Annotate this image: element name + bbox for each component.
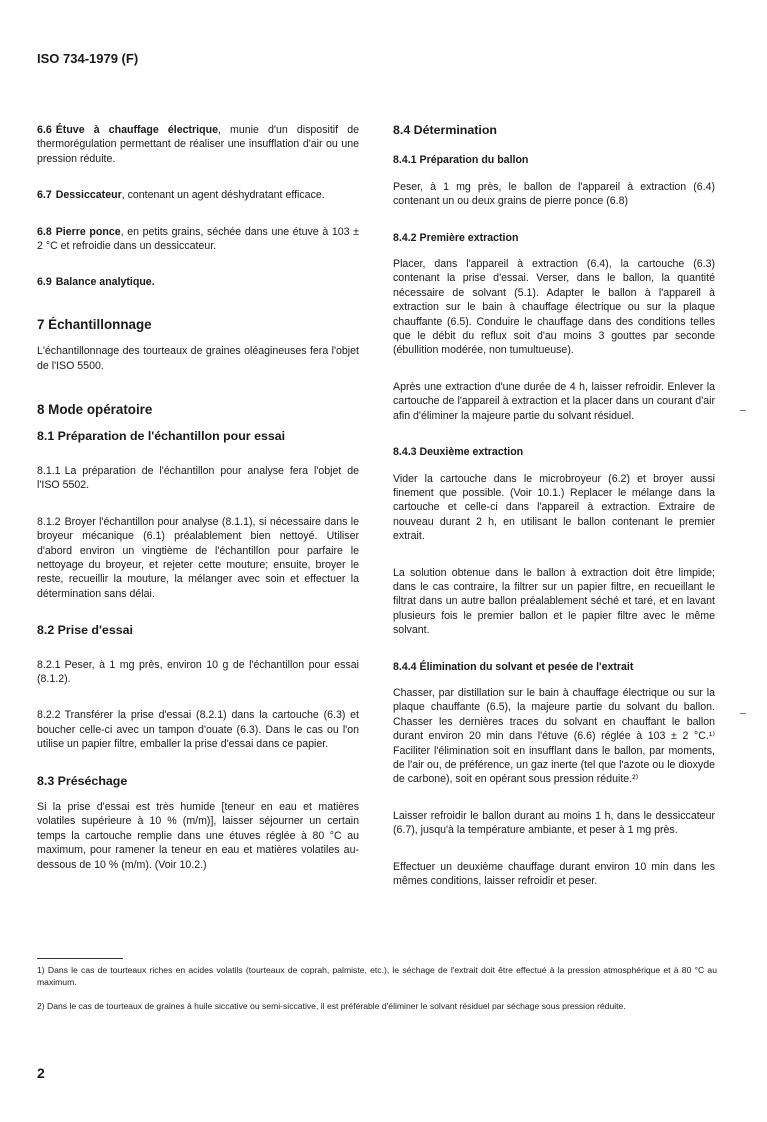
section-8-3-heading: 8.3 Préséchage <box>37 773 128 788</box>
clause-text: , contenant un agent déshydratant efficace. <box>121 189 325 202</box>
section-8-4-2-para-1: Placer, dans l'appareil à extraction (6.4), la cartouche (6.3) contenant la prise d'essai. Verser, dans le ballon, la quantité nécessaire de solvant (5.1). Adapter le ballon à l'appareil à extraction sur le bain à chauffage électrique ou sur la plaque chauffante (6.5). Conduire le chauffage dans des conditions telles que le débit du reflux soit d'au moins 3 gouttes par seconde (ébullition modérée, non tumultueuse). <box>393 258 715 357</box>
clause-6-9 <box>37 275 359 289</box>
clause-6-6 <box>37 123 359 166</box>
clause-number: 8.1.1 <box>37 464 61 477</box>
clause-8-1-1 <box>37 464 359 493</box>
clause-text: , munie d'un dispositif de thermorégulation permettant de réaliser une insufflation d'air ou une pression réduite. <box>37 124 359 165</box>
clause-6-8 <box>37 225 359 254</box>
section-8-4-1-heading: 8.4.1 Préparation du ballon <box>393 154 529 167</box>
running-header: ISO 734-1979 (F) <box>37 51 139 66</box>
margin-mark <box>740 410 746 411</box>
clause-text: La préparation de l'échantillon pour analyse fera l'objet de l'ISO 5502. <box>37 464 359 492</box>
clause-number: 6.9 <box>37 276 52 289</box>
section-8-2-heading: 8.2 Prise d'essai <box>37 623 133 638</box>
clause-8-2-1 <box>37 658 359 687</box>
clause-number: 6.8 <box>37 225 52 238</box>
section-8-4-3-para-1: Vider la cartouche dans le microbroyeur (6.2) et broyer aussi finement que possible. (Voir 10.1.) Replacer le mélange dans la cartouche et celle-ci dans l'appareil à extraction. Extraire de nouveau durant 2 h, en utilisant le ballon contenant le premier extrait. <box>393 472 715 543</box>
section-7-heading: 7 Échantillonnage <box>37 316 152 332</box>
section-8-4-4-heading: 8.4.4 Élimination du solvant et pesée de l'extrait <box>393 660 634 673</box>
clause-title: Pierre ponce <box>55 225 121 238</box>
section-8-4-4-para-3: Effectuer un deuxième chauffage durant environ 10 min dans les mêmes conditions, laisser refroidir et peser. <box>393 860 715 888</box>
section-8-4-3-heading: 8.4.3 Deuxième extraction <box>393 446 524 459</box>
section-7-text: L'échantillonnage des tourteaux de graines oléagineuses fera l'objet de l'ISO 5500. <box>37 345 359 372</box>
section-8-4-3-para-2: La solution obtenue dans le ballon à extraction doit être limpide; dans le cas contraire, la filtrer sur un papier filtre, en recueillant le filtrat dans un autre ballon préalablement séché et taré, et en lavant plusieurs fois le premier ballon et le papier filtre avec le même solvant. <box>393 566 715 637</box>
section-8-3-text: Si la prise d'essai est très humide [teneur en eau et matières volatiles supérieure à 10 % (m/m)], laisser séjourner un certain temps la cartouche remplie dans une étuves réglée à 80 °C au maximum, pour ramener la teneur en eau et matières volatiles au-dessous de 10 % (m/m). (Voir 10.2.) <box>37 800 359 871</box>
section-8-4-2-heading: 8.4.2 Première extraction <box>393 231 519 244</box>
section-8-4-heading: 8.4 Détermination <box>393 123 497 137</box>
clause-number: 8.1.2 <box>37 515 61 528</box>
footnote-1: 1) Dans le cas de tourteaux riches en acides volatils (tourteaux de coprah, palmiste, etc.), le séchage de l'extrait doit être effectué à la pression atmosphérique et à 80 °C au maximum. <box>37 965 717 987</box>
clause-title: Dessiccateur <box>55 189 122 202</box>
clause-number: 6.7 <box>37 189 52 202</box>
clause-number: 8.2.1 <box>37 658 61 671</box>
clause-number: 8.2.2 <box>37 709 61 722</box>
clause-text: , en petits grains, séchée dans une étuve à 103 ± 2 °C et refroidie dans un dessiccateur. <box>37 225 359 253</box>
clause-text: Transférer la prise d'essai (8.2.1) dans la cartouche (6.3) et boucher celle-ci avec un tampon d'ouate (6.3). Dans le cas ou l'on utilise un papier filtre, emballer la prise d'essai dans ce papier. <box>37 709 359 751</box>
clause-title: Balance analytique. <box>55 276 155 289</box>
right-column <box>393 123 715 888</box>
clause-8-1-2 <box>37 515 359 601</box>
clause-text: Peser, à 1 mg près, environ 10 g de l'échantillon pour essai (8.1.2). <box>37 658 359 685</box>
clause-6-7 <box>37 188 359 202</box>
section-8-1-heading: 8.1 Préparation de l'échantillon pour essai <box>37 429 286 444</box>
section-8-heading: 8 Mode opératoire <box>37 402 153 418</box>
clause-8-2-2 <box>37 708 359 751</box>
left-column <box>37 123 359 872</box>
section-8-4-4-para-2: Laisser refroidir le ballon durant au moins 1 h, dans le dessiccateur (6.7), jusqu'à la température ambiante, et peser à 1 mg près. <box>393 809 715 837</box>
section-8-4-2-para-2: Après une extraction d'une durée de 4 h, laisser refroidir. Enlever la cartouche de l'appareil à extraction et la placer dans un courant d'air afin d'éliminer la majeure partie du solvant résiduel. <box>393 380 715 422</box>
margin-mark <box>740 713 746 714</box>
footnote-rule <box>37 958 123 959</box>
clause-title: Étuve à chauffage électrique <box>55 124 218 136</box>
page-number: 2 <box>37 1065 45 1081</box>
footnote-2: 2) Dans le cas de tourteaux de graines à huile siccative ou semi-siccative, il est préférable d'éliminer le solvant résiduel par séchage sous pression réduite. <box>37 1001 626 1011</box>
clause-text: Broyer l'échantillon pour analyse (8.1.1), si nécessaire dans le broyeur mécanique (6.1) préalablement bien nettoyé. Utiliser d'abord environ un vingtième de l'échantillon pour parfaire le nettoyage du broyeur, et rejeter cette mouture; ensuite, broyer le reste, recueillir la mouture, la mélanger avec soin et effectuer la détermination sans délai. <box>37 515 359 600</box>
section-8-4-1-text: Peser, à 1 mg près, le ballon de l'appareil à extraction (6.4) contenant un ou deux grains de pierre ponce (6.8) <box>393 180 715 208</box>
clause-number: 6.6 <box>37 124 52 136</box>
section-8-4-4-para-1: Chasser, par distillation sur le bain à chauffage électrique ou sur la plaque chauffante (6.5), la majeure partie du solvant du ballon. Chasser les dernières traces du solvant en chauffant le ballon durant environ 20 min dans l'étuve (6.6) réglée à 103 ± 2 °C.¹⁾ Faciliter l'élimination soit en insufflant dans le ballon, par moments, de l'air ou, de préférence, un gaz inerte (tel que l'azote ou le dioxyde de carbone), soit en opérant sous pression réduite.²⁾ <box>393 686 715 786</box>
